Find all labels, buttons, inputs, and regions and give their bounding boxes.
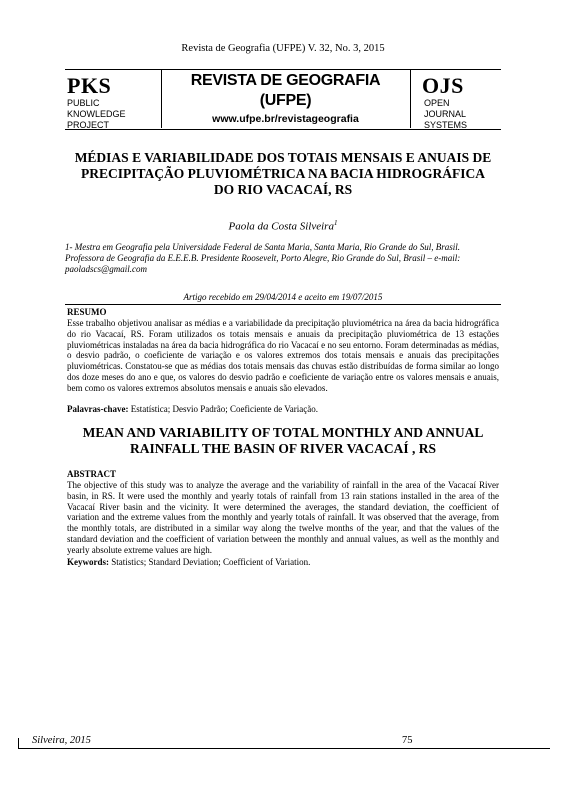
article-author xyxy=(0,219,566,233)
header-bottom-rule xyxy=(65,129,501,130)
article-dates: Artigo recebido em 29/04/2014 e aceito em 19/07/2015 xyxy=(183,292,383,302)
resumo-heading: RESUMO xyxy=(67,307,107,317)
english-title: MEAN AND VARIABILITY OF TOTAL MONTHLY AND ANNUAL RAINFALL THE BASIN OF RIVER VACACAÍ , RS xyxy=(82,425,484,456)
author-affiliation: 1- Mestra em Geografia pela Universidade Federal de Santa Maria, Santa Maria, Rio Grande do Sul, Brasil. Professora de Geografia da E.E.E.B. Presidente Roosevelt, Porto Alegre, Rio Grande do Sul, Brasil – e-mail: paoladscs@gmail.com xyxy=(65,242,461,274)
pks-caption-line: PUBLIC xyxy=(67,98,100,108)
abstract-text: The objective of this study was to analyze the average and the variability of rainfall in the area of the Vacacaí River basin, in RS. It were used the monthly and yearly totals of rainfall from 13 rain stations installed in the area of the Vacacaí River basin and the vicinity. It were determined the averages, the standard deviation, the coefficient of variation and the extreme values from the monthly and yearly totals of rainfall. It was observed that the average, from the monthly totals, are distributed in a similar way along the twelve months of the year, and that the values of the standard deviation and the coefficient of variation between the monthly and annual values, as well as the monthly and yearly absolute extreme values are high. xyxy=(67,480,499,555)
keywords-label: Keywords: xyxy=(67,557,109,567)
journal-title xyxy=(161,71,410,111)
pks-caption xyxy=(67,98,126,131)
journal-title-line: REVISTA DE GEOGRAFIA xyxy=(190,72,381,89)
ojs-logo: OJS xyxy=(422,73,464,98)
resumo-text: Esse trabalho objetivou analisar as médias e a variabilidade da precipitação pluviométrica na área da bacia hidrográfica do rio Vacacaí, RS. Foram utilizados os totais mensais e anuais da precipitação pluviométrica de 13 estações pluviométricas instaladas na área da bacia hidrográfica do rio Vacacaí e no seu entorno. Foram determinadas as médias, o desvio padrão, o coeficiente de variação e os valores extremos dos totais mensais e anuais das precipitações pluviométricas. Constatou-se que as médias dos totais mensais das chuvas estão distribuídas de forma similar ao longo dos doze meses do ano e que, os valores do desvio padrão e coeficiente de variação entre os valores mensais e anuais, bem como os valores extremos absolutos mensais e anuais são elevados. xyxy=(67,318,499,393)
header-divider xyxy=(410,70,411,128)
ojs-caption-line: SYSTEMS xyxy=(424,120,468,130)
author-footnote-marker: 1 xyxy=(333,219,338,227)
journal-url-link[interactable]: www.ufpe.br/revistageografia xyxy=(212,113,359,125)
pks-logo: PKS xyxy=(67,73,112,98)
page-number: 75 xyxy=(402,735,413,746)
article-title: MÉDIAS E VARIABILIDADE DOS TOTAIS MENSAIS E ANUAIS DE PRECIPITAÇÃO PLUVIOMÉTRICA NA BACIA HIDROGRÁFICA DO RIO VACACAÍ, RS xyxy=(74,150,492,197)
resumo-top-rule xyxy=(65,304,501,305)
pks-caption-line: PROJECT xyxy=(67,120,110,130)
keywords-values: Statistics; Standard Deviation; Coefficient of Variation. xyxy=(111,557,311,567)
palavras-chave-label: Palavras-chave: xyxy=(67,404,129,414)
footer-tick xyxy=(18,738,19,748)
ojs-caption-line: JOURNAL xyxy=(424,109,467,119)
running-head: Revista de Geografia (UFPE) V. 32, No. 3, 2015 xyxy=(181,43,385,54)
keywords xyxy=(67,557,310,567)
ojs-caption xyxy=(424,98,467,131)
palavras-chave-values: Estatística; Desvio Padrão; Coeficiente de Variação. xyxy=(130,404,319,414)
pks-caption-line: KNOWLEDGE xyxy=(67,109,126,119)
palavras-chave xyxy=(67,404,318,414)
ojs-caption-line: OPEN xyxy=(424,98,450,108)
abstract-heading: ABSTRACT xyxy=(67,469,117,479)
journal-title-line: (UFPE) xyxy=(259,92,312,109)
header-top-rule xyxy=(65,69,501,70)
footer-rule xyxy=(18,748,550,749)
footer-author: Silveira, 2015 xyxy=(32,735,91,746)
author-name: Paola da Costa Silveira xyxy=(228,220,334,233)
